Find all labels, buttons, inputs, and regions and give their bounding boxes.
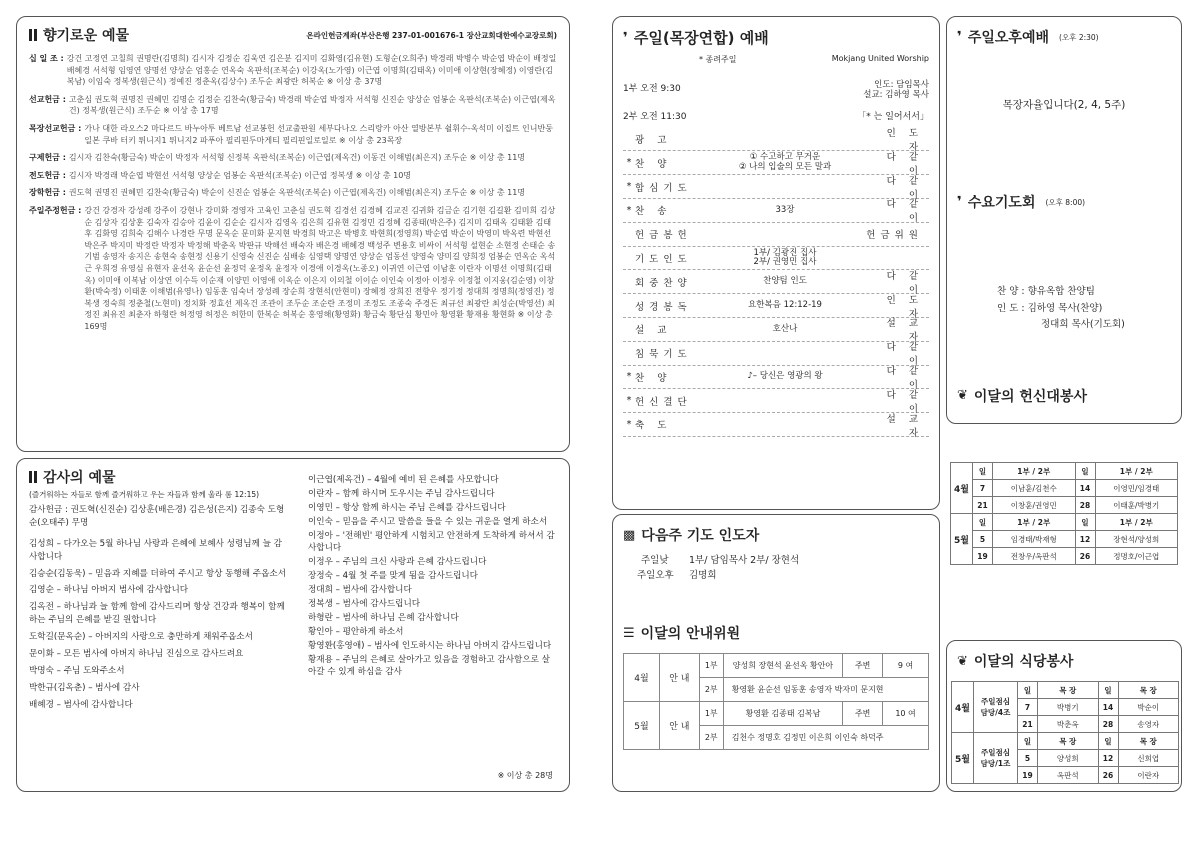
order-item-name: 침묵기도 (635, 349, 692, 361)
next-prayer-sunday-value: 1부/ 담임목사 2부/ 장현석 (689, 555, 800, 566)
month-cell: 4월 (951, 463, 973, 514)
offering-account: 온라인헌금계좌(부산은행 237-01-001676-1 장산교회대한예수교장로회) (306, 30, 557, 40)
standing-note: 「* 는 일어서서」 (857, 111, 929, 122)
ushers-table (623, 653, 929, 750)
list-icon: ☰ (623, 625, 635, 641)
thanks-total: ※ 이상 총 28명 (497, 771, 553, 780)
quote-icon: ❜ (623, 29, 628, 46)
thanks-title: 감사의 예물 (43, 470, 116, 486)
table-header-row (952, 682, 1179, 699)
table-cell: 26 (1098, 767, 1118, 784)
standing-marker: * (626, 395, 632, 407)
worship-order (623, 128, 929, 437)
table-cell: 전창우/옥판석 (993, 548, 1076, 565)
thanks-entry: 이정우 – 주님의 크신 사랑과 은혜 감사드립니다 (307, 557, 487, 568)
flower-icon: ❦ (957, 653, 968, 669)
table-cell: 이남훈/김천수 (993, 480, 1076, 497)
month-cell: 4월 (952, 682, 974, 733)
offering-label: 장학헌금 : (29, 188, 66, 198)
wednesday-title: 수요기도회 (967, 195, 1036, 211)
offering-label: 목장선교헌금 : (29, 123, 82, 133)
ushers-names: 김천수 정명호 김정민 이은희 이인숙 하덕주 (723, 726, 928, 750)
worship-order-row (623, 199, 929, 223)
thanks-entry: 김옥전 – 하나님과 늘 함께 함에 감사드리며 항상 건강과 행복이 함께하는 주님의 은혜를 받길 원합니다 (29, 602, 285, 626)
afternoon-text: 목장자율입니다(2, 4, 5주) (1002, 99, 1126, 111)
order-item-person: 다 같 이 (886, 365, 923, 391)
pattern-icon: ▩ (623, 527, 636, 543)
column-header: 1부 / 2부 (1095, 514, 1178, 531)
dedication-table-wrap (950, 462, 1178, 565)
table-header-row (952, 733, 1179, 750)
offering-title: 향기로운 예물 (43, 28, 130, 44)
offering-names: 김시자 박경래 박순엽 박현선 서석형 양상순 엄봉순 옥판석(조복순) 이근엽 정복생 ※ 이상 총 10명 (68, 170, 412, 180)
first-service-time: 1부 오전 9:30 (623, 84, 681, 94)
worship-title: 주일(목장연합) 예배 (633, 29, 769, 47)
offering-label: 십 일 조 : (29, 54, 64, 63)
offering-list (29, 53, 557, 332)
offering-names: 강건 고정연 고칠희 권명란(김명희) 김시자 김정순 김욱연 김은분 김지미 김화영(김유현) 도형순(오희주) 박경래 박병수 박순엽 박순이 배정일 배혜경 서석형 임영연 양명선 양상순 엄홍순 연옥숙 옥판석(조복순) 이강옥(노가영) 이근엽 이명희(김태옥) 이미애 이상현(장혜정) 이영란(김복남) 이임숙 정복생(원근식) 정예진 정춘옥(김상수) 조두순 최광란 허복순 ※ 이상 총 37명 (66, 54, 557, 87)
column-header: 목 장 (1118, 682, 1179, 699)
order-item-name: 찬 송 (635, 206, 672, 218)
offering-row (29, 152, 557, 164)
worship-note: * 종려주일 (699, 55, 737, 64)
table-cell: 14 (1098, 699, 1118, 716)
prayer-ushers-box (612, 514, 940, 792)
quote-icon: ❜ (957, 194, 962, 210)
table-cell: 장현석/양성희 (1095, 531, 1178, 548)
table-cell: 송영자 (1118, 716, 1179, 733)
table-cell: 19 (973, 548, 993, 565)
ushers-week-count: 9 여 (883, 654, 929, 678)
kitchen-title: 이달의 식당봉사 (973, 654, 1074, 670)
next-prayer-afternoon-label: 주일오후 (637, 570, 674, 582)
offering-row (29, 123, 557, 146)
month-cell: 5월 (952, 733, 974, 784)
order-item-name: 설 교 (635, 325, 672, 337)
worship-english: Mokjang United Worship (831, 54, 929, 63)
order-item-detail: 요한복음 12:12-19 (748, 299, 822, 310)
kitchen-box (946, 640, 1182, 792)
order-item-detail: 호산나 (772, 323, 798, 334)
thanks-entry: 배혜경 – 범사에 감사합니다 (29, 699, 133, 710)
afternoon-title: 주일오후예배 (967, 30, 1050, 46)
thanks-entry: 김영순 – 하나님 아버지 범사에 감사합니다 (29, 585, 189, 596)
ushers-week-label: 주변 (843, 702, 883, 726)
quote-icon: ❜ (957, 29, 962, 45)
column-header: 1부 / 2부 (1095, 463, 1178, 480)
column-header: 일 (1075, 514, 1095, 531)
offering-names: 고춘심 권도혁 권명진 권혜민 김명순 김정순 김찬숙(황금숙) 박경래 박순엽 박정자 서석형 신진순 양상순 엄봉순 옥판석(조복순) 이근엽(제옥건) 정복생(원근식) 조두순 ※ 이상 총 17명 (68, 94, 556, 116)
ushers-names: 황영환 김종태 김복남 (723, 702, 843, 726)
column-header: 일 (1075, 463, 1095, 480)
order-item-name: 찬 양 (635, 372, 672, 384)
order-item-name: 광 고 (635, 134, 672, 146)
table-cell: 19 (1018, 767, 1038, 784)
order-item-person: 인 도 자 (886, 127, 923, 153)
thanks-entry: 박한규(김옥춘) – 범사에 감사 (29, 682, 140, 693)
order-item-person: 다 같 이 (886, 199, 923, 225)
standing-marker: * (626, 371, 632, 383)
afternoon-heading (957, 27, 1049, 47)
dedication-title: 이달의 헌신대봉사 (973, 388, 1087, 405)
ushers-heading (623, 623, 929, 643)
offering-names: 권도혁 권명진 권혜민 김찬숙(황금숙) 박순이 신진순 엄봉순 옥판석(조복순) 이근엽(제옥건) 이해범(최은지) 조두순 ※ 이상 총 11명 (68, 188, 526, 198)
order-item-person: 설 교 자 (886, 413, 923, 439)
order-item-person: 다 같 이 (886, 342, 923, 368)
table-row (951, 480, 1178, 497)
offering-heading (29, 25, 129, 45)
order-item-name: 합심기도 (635, 182, 692, 194)
ushers-part: 2부 (699, 726, 723, 750)
wednesday-time: (오후 8:00) (1045, 197, 1086, 207)
standing-marker: * (626, 418, 632, 430)
thanks-entry: 황인아 – 평안하게 하소서 (307, 626, 404, 637)
thanks-left-column (29, 504, 290, 716)
thanks-entry: 이근엽(제옥건) – 4월에 예비 된 은혜를 사모합니다 (307, 475, 499, 485)
offering-row (29, 187, 557, 199)
afternoon-box (946, 16, 1182, 424)
column-header: 일 (1018, 682, 1038, 699)
thanks-entry: 정복생 – 범사에 감사드립니다 (307, 599, 421, 610)
order-item-person: 헌금위원 (866, 230, 923, 242)
ushers-row (624, 654, 929, 678)
month-cell: 5월 (951, 514, 973, 565)
table-cell: 28 (1075, 497, 1095, 514)
offering-names: 강건 강경자 강성례 강주이 강현나 강미화 경영자 고육인 고춘심 권도혁 김경선 김경혜 김교진 김귀화 김금순 김기현 김길환 김미희 김상순 김상자 김상훈 김숙자 김승아 김윤이 김순순 김시자 김영옥 김은희 김유현 김정민 김정혜 김종태(박은주) 김지미 김태옥 김태환 김태후 김화영 김희숙 김해수 나경란 무명 문옥순 문미화 문지현 박경희 박고은 박병호 박현희(정영희) 박순엽 박순이 박영미 박옥련 박현선 박은주 박지미 박정란 박정자 박정해 박춘옥 박판규 박해선 배숙자 배은경 배혜경 백성주 변용호 비싸이 서석형 설현순 소현정 손태순 송기범 송영자 송지은 송현숙 송현정 신용기 신영숙 신진순 심배송 심영택 양명연 양상순 엄동선 양영숙 양미길 양희정 엄봉순 연옥순 옥석근 우희경 유영심 유현자 윤선옥 윤순선 윤정덕 윤정옥 윤정자 이경애 이경옥(노종오) 이귀연 이근엽 이남훈 이란자 이명선 이명희(김태옥) 이미애 이복남 이상연 이수득 이순재 이양민 이영애 이옥순 이은지 이의철 이이순 이인숙 이정아 이정우 이정철 이지웅(김순영) 이창환(박숙정) 이태훈 이해범(유영나) 임동훈 임숙녀 장성례 장순희 장현석(안현미) 장혜정 장희진 전향우 정기정 정대희 정명희(정영진) 정복생 정숙희 정춘철(노현미) 정치화 정효선 제옥건 조관이 조두순 조순란 조정미 조정도 조종숙 주경돈 최규선 최광란 최성순(박영선) 최정진 최유진 최춘자 하형란 허정영 허정은 허한미 한복순 허복순 홍영해(황영화) 황금숙 황단심 황민아 황영환 황재용 황현화 ※ 이상 총 169명 (84, 205, 556, 331)
order-item-name: 회중찬양 (635, 277, 692, 289)
thanks-subtitle: (즐거워하는 자들로 함께 즐거워하고 우는 자들과 함께 울라 롬 12:15) (29, 490, 260, 499)
ushers-title: 이달의 안내위원 (640, 626, 741, 643)
table-cell: 26 (1075, 548, 1095, 565)
worship-heading (623, 27, 929, 48)
ushers-part: 1부 (699, 654, 723, 678)
standing-marker: * (626, 204, 632, 216)
column-header: 일 (973, 463, 993, 480)
thanks-entry: 황영환(홍영애) – 범사에 인도하시는 하나님 아버지 감사드립니다 (307, 640, 552, 651)
offering-row (29, 53, 557, 88)
table-cell: 이영민/임경태 (1095, 480, 1178, 497)
table-row (951, 531, 1178, 548)
offering-box (16, 16, 570, 452)
table-cell: 이태훈/박병기 (1095, 497, 1178, 514)
order-item-person: 다 같 이 (886, 270, 923, 296)
column-header: 일 (973, 514, 993, 531)
column-header: 일 (1098, 733, 1118, 750)
wednesday-praise: 찬 양 : 향유옥합 찬양팀 (997, 286, 1095, 297)
order-item-detail: 33장 (775, 204, 795, 215)
column-header: 목 장 (1038, 733, 1099, 750)
offering-label: 구제헌금 : (29, 153, 66, 163)
thanks-entry: 이인숙 – 믿음을 주시고 말씀을 들을 수 있는 귀운을 열게 하소서 (307, 516, 548, 527)
thanks-entry: 장정숙 – 4월 첫 주를 맞게 됨을 감사드립니다 (307, 571, 478, 582)
worship-leader: 인도: 담임목사 (874, 80, 929, 90)
table-cell: 12 (1075, 531, 1095, 548)
column-header: 목 장 (1038, 682, 1099, 699)
order-item-name: 성경봉독 (635, 301, 692, 313)
kitchen-heading (957, 651, 1177, 671)
thanks-entry: 도학길(문옥순) – 아버지의 사랑으로 충만하게 채워주옵소서 (29, 632, 253, 643)
ushers-month: 5월 (624, 702, 660, 750)
table-cell: 21 (973, 497, 993, 514)
next-prayer-heading (623, 525, 929, 545)
table-cell: 7 (973, 480, 993, 497)
thanks-entry: 황재용 – 주님의 은혜로 살아가고 있음을 경험하고 감사함으로 살아갈 수 있게 하심을 감사 (307, 654, 550, 678)
wednesday-leader-2: 정대희 목사(기도회) (1041, 319, 1125, 331)
wednesday-leader: 인 도 : 김하영 목사(찬양) (997, 302, 1103, 314)
table-row (951, 548, 1178, 565)
column-header: 1부 / 2부 (993, 463, 1076, 480)
order-item-name: 축 도 (635, 420, 672, 432)
ushers-month: 4월 (624, 654, 660, 702)
order-item-person: 인 도 자 (886, 294, 923, 320)
table-cell: 임경태/박재형 (993, 531, 1076, 548)
order-item-detail: ① 수고하고 무거운 ② 나의 입술의 모든 말과 (738, 152, 832, 172)
duty-note: 주일점심 담당/4조 (974, 682, 1018, 733)
thanks-entry: 이란자 – 함께 하시며 도우시는 주님 감사드립니다 (307, 488, 495, 499)
thanks-entry: 문이화 – 모든 범사에 아버지 하나님 진심으로 감사드려요 (29, 649, 244, 660)
thanks-entry: 이영민 – 항상 함께 하시는 주님 은혜를 감사드립니다 (307, 502, 506, 513)
offering-names: 김시자 김찬숙(황금숙) 박순이 박정자 서석형 신정복 옥판석(조복순) 이근엽(제옥건) 이동건 이해범(최은지) 조두순 ※ 이상 총 11명 (68, 153, 526, 163)
offering-names: 가나 대한 라오스2 마다르드 바누아투 베트남 선교봉헌 선교출판원 세부다나오 스리랑카 아산 열방본부 쉴휘수-옥석미 이집트 인니반둥 일본 쿠바 터키 튀니지1 튀니지2 파푸아 필리핀두마게티 필리핀일로일로 ※ 이상 총 23목장 (84, 123, 553, 145)
order-item-person: 다 같 이 (886, 151, 923, 177)
ushers-names: 황영환 윤순선 임동훈 송영자 박자미 문지현 (723, 678, 928, 702)
thanks-entry: 정대희 – 범사에 감사합니다 (307, 585, 412, 596)
table-cell: 21 (1018, 716, 1038, 733)
ushers-part: 1부 (699, 702, 723, 726)
table-header-row (951, 514, 1178, 531)
order-item-name: 헌신결단 (635, 396, 692, 408)
next-prayer-afternoon-value: 김명희 (689, 570, 717, 582)
thanks-box (16, 458, 570, 792)
ushers-names: 양성희 장현석 윤선옥 황안아 (723, 654, 843, 678)
table-cell: 박순이 (1118, 699, 1179, 716)
kitchen-table (951, 681, 1179, 784)
table-cell: 이란자 (1118, 767, 1179, 784)
flower-icon: ❦ (957, 388, 968, 404)
standing-marker: * (626, 181, 632, 193)
thanks-entry: 김승순(김동욱) – 믿음과 지혜를 더하여 주시고 항상 동행해 주옵소서 (29, 568, 286, 579)
offering-row (29, 205, 557, 333)
bookmark-icon (29, 471, 37, 483)
offering-label: 주일주정헌금 : (29, 205, 82, 215)
thanks-entry: 박명숙 – 주님 도와주소서 (29, 665, 125, 676)
table-cell: 옥판석 (1038, 767, 1099, 784)
worship-order-row (623, 413, 929, 437)
order-item-detail: ♪– 당신은 영광의 왕 (747, 371, 823, 382)
table-cell: 정명호/이근엽 (1095, 548, 1178, 565)
next-prayer-sunday-label: 주일낮 (641, 555, 669, 566)
dedication-heading (957, 386, 1171, 406)
table-row (951, 497, 1178, 514)
table-cell: 이창훈/권영민 (993, 497, 1076, 514)
ushers-week-label: 주변 (843, 654, 883, 678)
order-item-detail: 찬양팀 인도 (763, 276, 807, 287)
worship-order-row (623, 223, 929, 247)
thanks-entry: 이정아 – '전해빈' 평안하게 시험치고 안전하게 도착하게 하셔서 감사합니다 (307, 530, 555, 554)
ushers-row (624, 702, 929, 726)
table-cell: 5 (1018, 750, 1038, 767)
order-item-detail: 1부/ 김광진 집사 2부/ 권영민 집사 (753, 247, 817, 267)
order-item-person: 설 교 자 (886, 318, 923, 344)
table-cell: 신희엽 (1118, 750, 1179, 767)
duty-note: 주일점심 담당/1조 (974, 733, 1018, 784)
ushers-week-count: 10 여 (883, 702, 929, 726)
order-item-person: 다 같 이 (886, 175, 923, 201)
order-item-name: 기도인도 (635, 253, 692, 265)
order-item-name: 헌금봉헌 (635, 230, 692, 242)
column-header: 일 (1098, 682, 1118, 699)
table-cell: 14 (1075, 480, 1095, 497)
column-header: 목 장 (1118, 733, 1179, 750)
table-cell: 양성희 (1038, 750, 1099, 767)
next-prayer-title: 다음주 기도 인도자 (641, 528, 760, 544)
offering-label: 전도헌금 : (29, 170, 66, 180)
table-cell: 5 (973, 531, 993, 548)
table-cell: 7 (1018, 699, 1038, 716)
thanks-entry: 감사헌금 : 권도혁(신진순) 김상훈(배은경) 김은성(은지) 김종숙 도형순(오태주) 무명 (29, 505, 285, 528)
dedication-table (950, 462, 1178, 565)
offering-label: 선교헌금 : (29, 94, 66, 104)
ushers-part: 2부 (699, 678, 723, 702)
offering-row (29, 94, 557, 117)
second-service-time: 2부 오전 11:30 (623, 111, 687, 122)
offering-row (29, 170, 557, 182)
ushers-role: 안 내 (659, 654, 699, 702)
worship-box (612, 16, 940, 510)
standing-marker: * (626, 157, 632, 169)
column-header: 1부 / 2부 (993, 514, 1076, 531)
bookmark-icon (29, 29, 37, 41)
afternoon-time: (오후 2:30) (1059, 32, 1099, 42)
thanks-entry: 하형란 – 범사에 하나님 은혜 감사합니다 (307, 612, 459, 623)
ushers-role: 안 내 (659, 702, 699, 750)
table-header-row (951, 463, 1178, 480)
thanks-entry: 김성희 – 다가오는 5월 하나님 사랑과 은혜에 보혜사 성령님께 늘 감사합니다 (29, 538, 282, 562)
order-item-person: 다 같 이 (886, 389, 923, 415)
table-cell: 28 (1098, 716, 1118, 733)
thanks-right-column (308, 474, 557, 716)
table-cell: 12 (1098, 750, 1118, 767)
column-header: 일 (1018, 733, 1038, 750)
order-item-name: 찬 양 (635, 158, 672, 170)
table-cell: 박병기 (1038, 699, 1099, 716)
wednesday-heading (957, 192, 1035, 212)
worship-preacher: 설교: 김하영 목사 (863, 89, 929, 100)
table-cell: 박춘옥 (1038, 716, 1099, 733)
